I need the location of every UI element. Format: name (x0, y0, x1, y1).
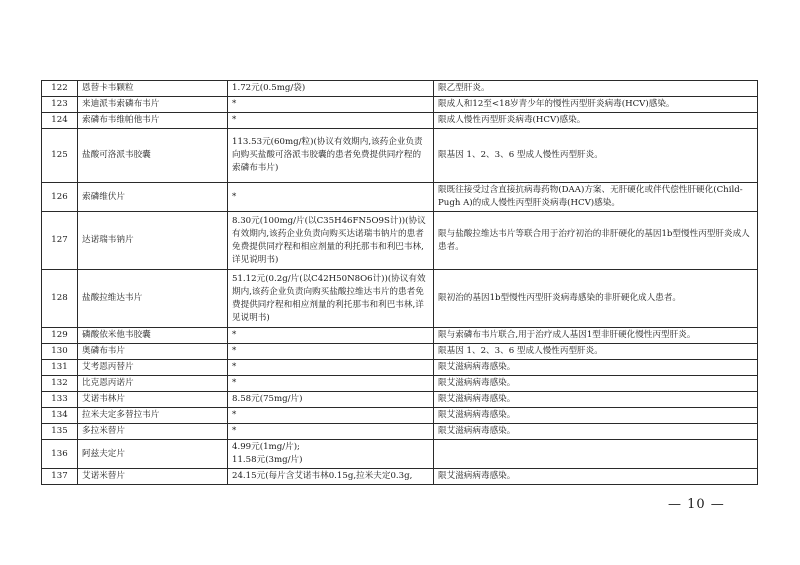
row-number-cell: 129 (42, 328, 78, 344)
table-row (42, 97, 758, 113)
price-cell: 1.72元(0.5mg/袋) (228, 81, 434, 97)
price-cell: * (228, 328, 434, 344)
price-cell: * (228, 113, 434, 129)
drug-list-table (41, 80, 758, 485)
drug-name-cell: 索磷维伏片 (78, 183, 228, 212)
drug-name-cell: 艾考恩丙替片 (78, 360, 228, 376)
drug-name-cell: 恩替卡韦颗粒 (78, 81, 228, 97)
restriction-note-cell: 限艾滋病病毒感染。 (434, 408, 758, 424)
row-number-cell: 126 (42, 183, 78, 212)
table-row (42, 440, 758, 469)
restriction-note-cell: 限基因 1、2、3、6 型成人慢性丙型肝炎。 (434, 129, 758, 183)
restriction-note-cell (434, 440, 758, 469)
row-number-cell: 125 (42, 129, 78, 183)
table-row (42, 328, 758, 344)
restriction-note-cell: 限艾滋病病毒感染。 (434, 392, 758, 408)
price-cell: * (228, 97, 434, 113)
table-row (42, 376, 758, 392)
row-number-cell: 131 (42, 360, 78, 376)
row-number-cell: 122 (42, 81, 78, 97)
price-cell: * (228, 344, 434, 360)
drug-name-cell: 来迪派韦索磷布韦片 (78, 97, 228, 113)
row-number-cell: 124 (42, 113, 78, 129)
drug-name-cell: 盐酸可洛派韦胶囊 (78, 129, 228, 183)
row-number-cell: 135 (42, 424, 78, 440)
drug-name-cell: 艾诺韦林片 (78, 392, 228, 408)
page-number: — 10 — (668, 497, 725, 512)
price-cell: * (228, 408, 434, 424)
row-number-cell: 137 (42, 469, 78, 485)
price-cell: * (228, 360, 434, 376)
restriction-note-cell: 限乙型肝炎。 (434, 81, 758, 97)
restriction-note-cell: 限艾滋病病毒感染。 (434, 469, 758, 485)
table-row (42, 408, 758, 424)
drug-name-cell: 索磷布韦维帕他韦片 (78, 113, 228, 129)
drug-name-cell: 磷酸依米他韦胶囊 (78, 328, 228, 344)
row-number-cell: 132 (42, 376, 78, 392)
price-cell: 24.15元(每片含艾诺韦林0.15g,拉米夫定0.3g, (228, 469, 434, 485)
table-row (42, 469, 758, 485)
price-cell: 8.30元(100mg/片(以C35H46FN5O9S计))(协议有效期内,该药企业负责向购买达诺瑞韦钠片的患者免费提供同疗程和相应剂量的利托那韦和利巴韦林,详见说明书) (228, 212, 434, 270)
restriction-note-cell: 限既往接受过含直接抗病毒药物(DAA)方案、无肝硬化或伴代偿性肝硬化(Child-Pugh A)的成人慢性丙型肝炎病毒(HCV)感染。 (434, 183, 758, 212)
table-row (42, 270, 758, 328)
row-number-cell: 123 (42, 97, 78, 113)
drug-name-cell: 阿兹夫定片 (78, 440, 228, 469)
restriction-note-cell: 限艾滋病病毒感染。 (434, 360, 758, 376)
table-row (42, 212, 758, 270)
drug-name-cell: 多拉米替片 (78, 424, 228, 440)
row-number-cell: 134 (42, 408, 78, 424)
restriction-note-cell: 限艾滋病病毒感染。 (434, 424, 758, 440)
price-cell: * (228, 183, 434, 212)
price-cell: 51.12元(0.2g/片(以C42H50N8O6计))(协议有效期内,该药企业负责向购买盐酸拉维达韦片的患者免费提供同疗程和相应剂量的利托那韦和利巴韦林,详见说明书) (228, 270, 434, 328)
table-row (42, 183, 758, 212)
table-row (42, 113, 758, 129)
price-cell: 4.99元(1mg/片); 11.58元(3mg/片) (228, 440, 434, 469)
price-cell: 8.58元(75mg/片) (228, 392, 434, 408)
row-number-cell: 127 (42, 212, 78, 270)
drug-list-body (42, 81, 758, 485)
drug-name-cell: 艾诺米替片 (78, 469, 228, 485)
row-number-cell: 128 (42, 270, 78, 328)
price-cell: 113.53元(60mg/粒)(协议有效期内,该药企业负责向购买盐酸可洛派韦胶囊的患者免费提供同疗程的索磷布韦片) (228, 129, 434, 183)
restriction-note-cell: 限基因 1、2、3、6 型成人慢性丙型肝炎。 (434, 344, 758, 360)
table-row (42, 81, 758, 97)
table-row (42, 392, 758, 408)
price-cell: * (228, 376, 434, 392)
restriction-note-cell: 限成人慢性丙型肝炎病毒(HCV)感染。 (434, 113, 758, 129)
restriction-note-cell: 限与盐酸拉维达韦片等联合用于治疗初治的非肝硬化的基因1b型慢性丙型肝炎成人患者。 (434, 212, 758, 270)
restriction-note-cell: 限艾滋病病毒感染。 (434, 376, 758, 392)
table-row (42, 360, 758, 376)
restriction-note-cell: 限与索磷布韦片联合,用于治疗成人基因1型非肝硬化慢性丙型肝炎。 (434, 328, 758, 344)
table-row (42, 129, 758, 183)
drug-name-cell: 达诺瑞韦钠片 (78, 212, 228, 270)
row-number-cell: 136 (42, 440, 78, 469)
restriction-note-cell: 限初治的基因1b型慢性丙型肝炎病毒感染的非肝硬化成人患者。 (434, 270, 758, 328)
drug-name-cell: 盐酸拉维达韦片 (78, 270, 228, 328)
price-cell: * (228, 424, 434, 440)
drug-name-cell: 奥磷布韦片 (78, 344, 228, 360)
drug-name-cell: 拉米夫定多替拉韦片 (78, 408, 228, 424)
row-number-cell: 133 (42, 392, 78, 408)
table-row (42, 344, 758, 360)
table-row (42, 424, 758, 440)
restriction-note-cell: 限成人和12至<18岁青少年的慢性丙型肝炎病毒(HCV)感染。 (434, 97, 758, 113)
drug-name-cell: 比克恩丙诺片 (78, 376, 228, 392)
row-number-cell: 130 (42, 344, 78, 360)
